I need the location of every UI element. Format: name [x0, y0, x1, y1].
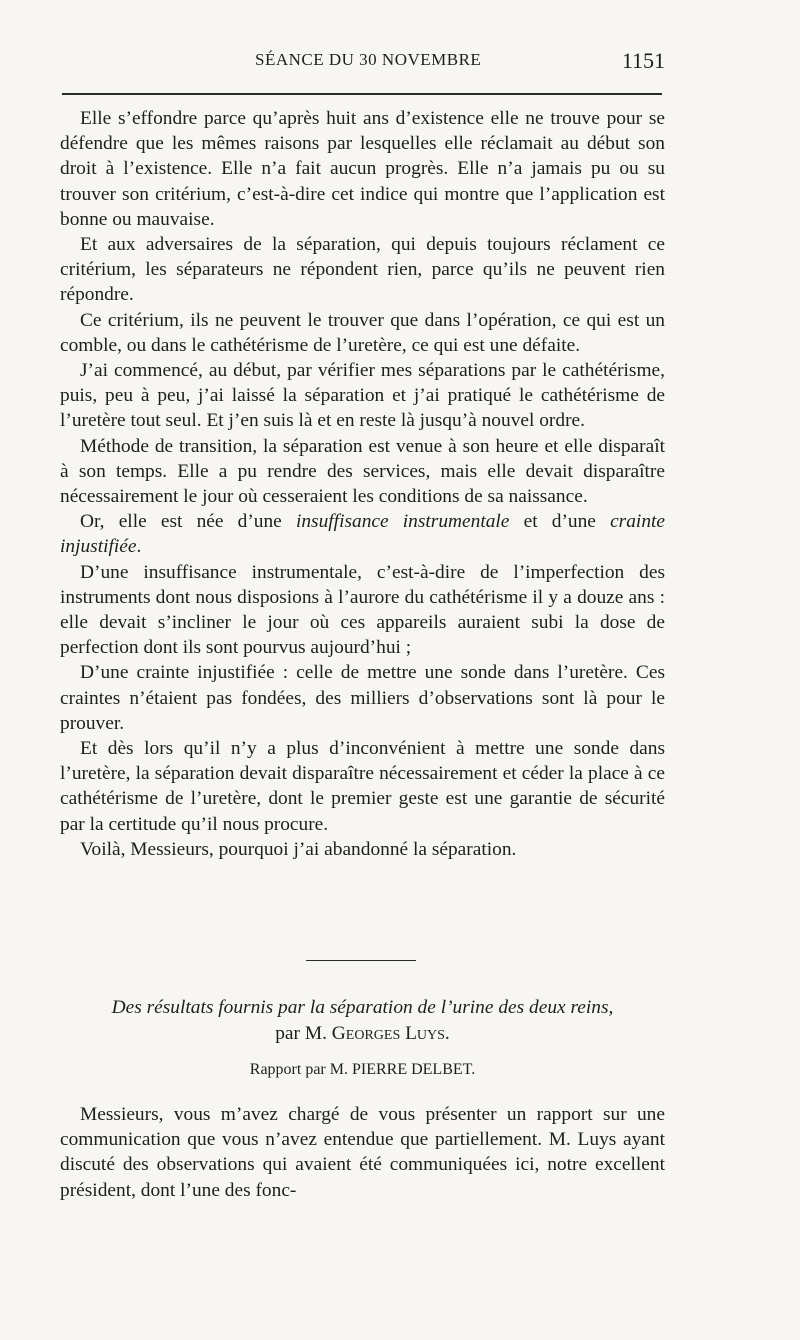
paragraph: Et dès lors qu’il n’y a plus d’inconvénient à mettre une sonde dans l’uretère, la séparation devait disparaître nécessairement et céder la place à ce cathétérisme de l’uretère, dont le premier geste est une garantie de sécurité par la certitude qu’il nous procure.: [60, 738, 665, 835]
report-line: Rapport par M. PIERRE DELBET.: [249, 1061, 476, 1078]
section-divider: [306, 960, 416, 961]
report-text: [60, 1102, 665, 1203]
paragraph: Elle s’effondre parce qu’après huit ans d’existence elle ne trouve pour se défendre que les mêmes raisons par lesquelles elle réclamait au début son droit à l’existence. Elle n’a fait aucun progrès. Elle n’a jamais pu ou su trouver son critérium, c’est-à-dire cet indice qui montre que l’application est bonne ou mauvaise.: [60, 108, 665, 230]
paragraph: J’ai commencé, au début, par vérifier mes séparations par le cathétérisme, puis, peu à peu, j’ai laissé la séparation et j’ai pratiqué le cathétérisme de l’uretère tout seul. Et j’en suis là et en reste là jusqu’à nouvel ordre.: [60, 360, 665, 432]
paragraph-text: .: [136, 536, 142, 558]
author-name: Georges Luys.: [331, 1023, 450, 1044]
paragraph: D’une crainte injustifiée : celle de mettre une sonde dans l’uretère. Ces craintes n’étaient pas fondées, des milliers d’observations sont là pour le prouver.: [60, 662, 665, 734]
paragraph: [60, 509, 665, 559]
article-title: [60, 995, 665, 1047]
running-head: [60, 50, 665, 78]
paragraph: Et aux adversaires de la séparation, qui depuis toujours réclament ce critérium, les séparateurs ne répondent rien, parce qu’ils ne peuvent rien répondre.: [60, 234, 665, 306]
article-byline: [60, 1021, 665, 1047]
running-head-title: SÉANCE DU 30 NOVEMBRE: [255, 50, 482, 69]
page-number: 1151: [621, 48, 665, 73]
article-title-text: Des résultats fournis par la séparation de l’urine des deux reins,: [111, 997, 614, 1018]
emphasis-text: insuffisance instrumentale: [295, 511, 510, 533]
paragraph: Voilà, Messieurs, pourquoi j’ai abandonné la séparation.: [80, 838, 517, 860]
paragraph: Messieurs, vous m’avez chargé de vous présenter un rapport sur une communication que vous n’avez entendue que partiellement. M. Luys ayant discuté des observations qui avaient été communiquées ici, notre excellent président, dont l’une des fonc-: [60, 1104, 665, 1201]
paragraph: D’une insuffisance instrumentale, c’est-à-dire de l’imperfection des instruments dont nous disposions à l’aurore du cathétérisme il y a douze ans : elle devait s’incliner le jour où ces appareils auraient subi la dose de perfection dont ils sont pourvus aujourd’hui ;: [60, 561, 665, 659]
paragraph-text: Or, elle est née d’une: [80, 511, 296, 533]
paragraph: Ce critérium, ils ne peuvent le trouver que dans l’opération, ce qui est un comble, ou dans le cathétérisme de l’uretère, ce qui est une défaite.: [60, 309, 665, 356]
paragraph: Méthode de transition, la séparation est venue à son heure et elle disparaît à son temps. Elle a pu rendre des services, mais elle devait disparaître nécessairement le jour où cesseraient les conditions de sa naissance.: [60, 435, 665, 508]
paragraph-text: et d’une: [509, 511, 611, 533]
body-text: [60, 106, 665, 862]
header-rule: [62, 93, 662, 95]
byline-prefix: par M.: [275, 1023, 327, 1044]
emphasis-text: crainte injustifiée: [60, 511, 666, 558]
